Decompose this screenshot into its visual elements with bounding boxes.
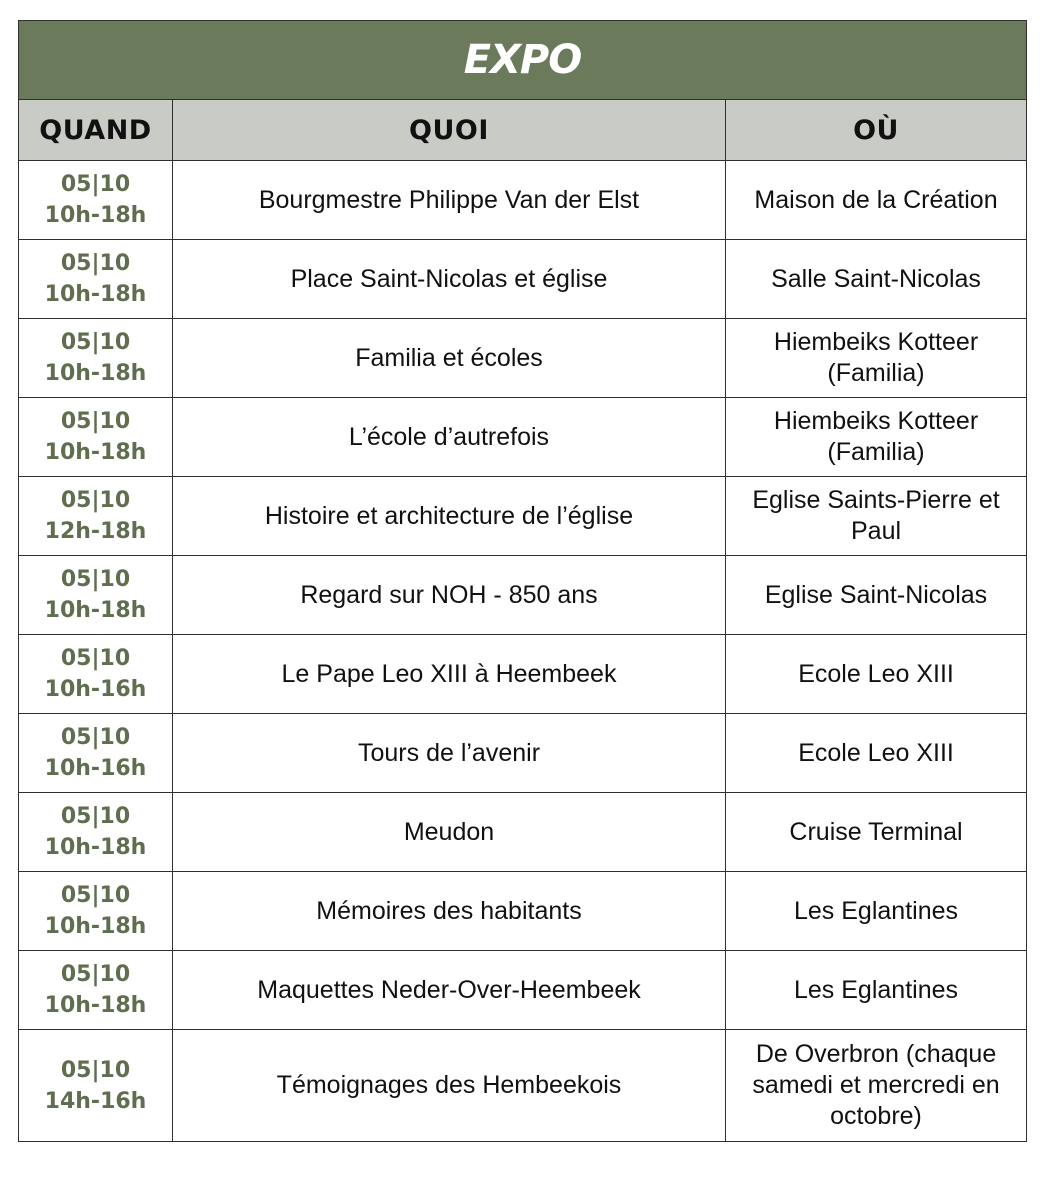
time: 12h-18h <box>44 519 147 544</box>
when-cell <box>19 240 173 319</box>
where-cell: Eglise Saints-Pierre et Paul <box>726 477 1027 556</box>
column-header-what: QUOI <box>173 100 726 161</box>
time: 14h-16h <box>44 1088 147 1114</box>
when-cell <box>19 1030 173 1142</box>
table-row <box>19 872 1027 951</box>
when-cell <box>19 635 173 714</box>
date: 05|10 <box>60 883 131 908</box>
date: 05|10 <box>60 725 131 750</box>
table-row <box>19 635 1027 714</box>
date: 05|10 <box>60 251 131 276</box>
what-cell: Maquettes Neder-Over-Heembeek <box>173 951 726 1030</box>
when-cell <box>19 714 173 793</box>
time: 10h-18h <box>44 993 147 1018</box>
expo-schedule-table <box>18 20 1027 1142</box>
time: 10h-18h <box>44 361 147 386</box>
date: 05|10 <box>60 488 131 513</box>
table-row <box>19 793 1027 872</box>
when-cell <box>19 398 173 477</box>
where-cell: Les Eglantines <box>726 872 1027 951</box>
table-row <box>19 951 1027 1030</box>
time: 10h-18h <box>44 203 147 228</box>
table-row <box>19 556 1027 635</box>
what-cell: Meudon <box>173 793 726 872</box>
where-cell: Ecole Leo XIII <box>726 635 1027 714</box>
what-cell: Le Pape Leo XIII à Heembeek <box>173 635 726 714</box>
when-cell <box>19 319 173 398</box>
date: 05|10 <box>60 409 131 434</box>
when-cell <box>19 793 173 872</box>
date: 05|10 <box>60 962 131 987</box>
table-title: EXPO <box>19 21 1027 100</box>
what-cell: Tours de l’avenir <box>173 714 726 793</box>
time: 10h-18h <box>44 598 147 623</box>
where-cell: Eglise Saint-Nicolas <box>726 556 1027 635</box>
what-cell: Bourgmestre Philippe Van der Elst <box>173 161 726 240</box>
table-row <box>19 1030 1027 1142</box>
where-cell: Les Eglantines <box>726 951 1027 1030</box>
date: 05|10 <box>60 567 131 592</box>
when-cell <box>19 477 173 556</box>
table-row <box>19 477 1027 556</box>
where-cell: Ecole Leo XIII <box>726 714 1027 793</box>
what-cell: Place Saint-Nicolas et église <box>173 240 726 319</box>
table-row <box>19 161 1027 240</box>
date: 05|10 <box>60 804 131 829</box>
what-cell: Histoire et architecture de l’église <box>173 477 726 556</box>
time: 10h-18h <box>44 282 147 307</box>
where-cell: Cruise Terminal <box>726 793 1027 872</box>
what-cell: Regard sur NOH - 850 ans <box>173 556 726 635</box>
date: 05|10 <box>60 330 131 355</box>
where-cell: Maison de la Création <box>726 161 1027 240</box>
where-cell: Salle Saint-Nicolas <box>726 240 1027 319</box>
when-cell <box>19 951 173 1030</box>
where-cell: Hiembeiks Kotteer (Familia) <box>726 398 1027 477</box>
what-cell: L’école d’autrefois <box>173 398 726 477</box>
what-cell: Familia et écoles <box>173 319 726 398</box>
when-cell <box>19 161 173 240</box>
what-cell: Mémoires des habitants <box>173 872 726 951</box>
time: 10h-18h <box>44 440 147 465</box>
when-cell <box>19 556 173 635</box>
time: 10h-18h <box>44 914 147 939</box>
time: 10h-16h <box>44 756 147 781</box>
column-header-where: OÙ <box>726 100 1027 161</box>
date: 05|10 <box>60 646 131 671</box>
date: 05|10 <box>60 172 131 197</box>
what-cell: Témoignages des Hembeekois <box>173 1030 726 1142</box>
where-cell: Hiembeiks Kotteer (Familia) <box>726 319 1027 398</box>
table-row <box>19 319 1027 398</box>
table-row <box>19 714 1027 793</box>
column-header-when: QUAND <box>19 100 173 161</box>
expo-table-container <box>18 20 1026 1142</box>
time: 10h-16h <box>44 677 147 702</box>
header-row <box>19 100 1027 161</box>
title-row <box>19 21 1027 100</box>
table-row <box>19 240 1027 319</box>
table-row <box>19 398 1027 477</box>
when-cell <box>19 872 173 951</box>
date: 05|10 <box>60 1057 131 1083</box>
where-cell: De Overbron (chaque samedi et mercredi en octobre) <box>726 1030 1027 1142</box>
time: 10h-18h <box>44 835 147 860</box>
